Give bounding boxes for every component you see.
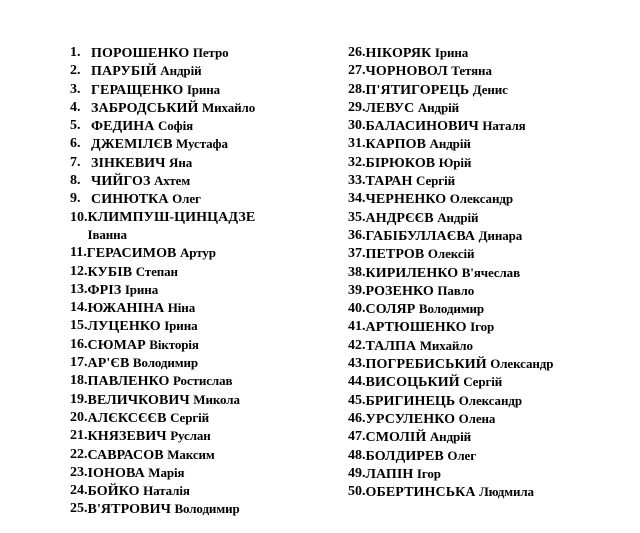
item-number: 14. (70, 300, 88, 316)
list-item (348, 190, 633, 208)
list-item (348, 337, 633, 355)
left-column-list (70, 44, 335, 519)
item-first-name: Наталя (482, 118, 526, 134)
item-first-name: Сергій (170, 409, 210, 425)
item-number: 27. (348, 63, 366, 79)
item-surname: ЛУЦЕНКО (87, 319, 161, 335)
item-surname: БРИГИНЕЦЬ (365, 393, 456, 409)
item-surname: П'ЯТИГОРЕЦЬ (365, 82, 470, 98)
item-surname: КНЯЗЕВИЧ (87, 429, 167, 445)
item-name (88, 500, 240, 518)
item-name (88, 281, 159, 299)
list-item (70, 81, 335, 99)
item-first-name: Руслан (170, 428, 211, 444)
item-surname: НІКОРЯК (365, 46, 432, 61)
list-item (348, 209, 633, 227)
item-name (366, 81, 508, 99)
list-item (348, 483, 633, 501)
list-item (70, 62, 335, 80)
list-item (70, 464, 335, 482)
item-name (366, 337, 473, 355)
item-surname: ПОГРЕБИСЬКИЙ (365, 357, 487, 373)
item-first-name: Людмила (479, 484, 534, 500)
item-surname: РОЗЕНКО (365, 283, 434, 299)
item-surname: ТАРАН (365, 174, 413, 190)
item-number: 23. (70, 464, 88, 480)
item-surname: БАЛАСИНОВИЧ (365, 119, 479, 135)
item-first-name: Володимир (418, 301, 485, 317)
item-name (88, 482, 190, 500)
item-surname: ЧОРНОВОЛ (365, 64, 448, 80)
item-first-name: Олександр (449, 191, 513, 207)
item-first-name: Марія (148, 464, 185, 480)
item-number: 22. (70, 446, 88, 462)
list-item (348, 392, 633, 410)
item-name (88, 299, 196, 317)
item-number: 30. (348, 118, 366, 134)
item-name (88, 391, 240, 409)
item-name (366, 117, 526, 135)
item-surname: ГАБІБУЛЛАЄВА (365, 228, 476, 244)
item-number: 49. (348, 465, 366, 481)
item-number: 38. (348, 264, 366, 280)
item-name (366, 209, 479, 227)
item-first-name: Вікторія (149, 336, 199, 352)
item-surname: БОЙКО (87, 484, 140, 500)
item-first-name: Олег (172, 191, 201, 207)
item-name (366, 44, 469, 62)
item-surname: ПАРУБІЙ (91, 64, 157, 80)
item-surname: АНДРЄЄВ (365, 210, 434, 226)
item-number: 15. (70, 318, 88, 334)
list-item (348, 117, 633, 135)
item-first-name: Наталія (143, 483, 190, 499)
item-first-name: Андрій (160, 63, 202, 79)
item-first-name: Ігор (470, 319, 495, 335)
item-name (91, 190, 201, 208)
item-number: 21. (70, 428, 88, 444)
item-first-name: Олена (458, 410, 496, 426)
item-number: 4. (70, 99, 81, 115)
list-item (70, 281, 335, 299)
item-surname: СМОЛІЙ (365, 430, 427, 446)
item-first-name: Олексій (427, 246, 475, 262)
item-name (366, 465, 441, 483)
list-item (70, 336, 335, 354)
item-surname: ПАВЛЕНКО (87, 374, 170, 390)
item-surname: КИРИЛЕНКО (365, 265, 459, 281)
item-number: 45. (348, 392, 366, 408)
list-item (70, 172, 335, 190)
item-number: 47. (348, 429, 366, 445)
list-item (348, 264, 633, 282)
item-first-name: Андрій (417, 99, 460, 115)
list-item (348, 373, 633, 391)
list-item (348, 318, 633, 336)
item-name (366, 135, 471, 153)
item-first-name: Ігор (416, 465, 441, 481)
item-name (366, 428, 472, 446)
item-surname: КУБІВ (87, 264, 133, 280)
item-number: 25. (70, 501, 88, 517)
list-item (348, 99, 633, 117)
item-name (366, 245, 475, 263)
item-name (366, 264, 521, 282)
item-first-name: Артур (180, 245, 216, 261)
item-first-name: Ростислав (172, 373, 233, 389)
item-first-name: Михайло (201, 99, 256, 115)
item-number: 8. (70, 173, 81, 189)
item-name (91, 172, 190, 190)
item-surname: САВРАСОВ (87, 447, 164, 463)
item-number: 39. (348, 282, 366, 298)
item-number: 11. (70, 245, 87, 261)
item-first-name: Тетяна (451, 63, 492, 79)
item-first-name: В'ячеслав (461, 264, 520, 280)
item-name (88, 263, 178, 281)
item-number: 13. (70, 281, 88, 297)
item-surname: ЛЕВУС (365, 100, 415, 116)
item-surname: ЧИЙГОЗ (91, 174, 151, 190)
item-surname: ІОНОВА (87, 465, 145, 481)
item-surname: ФЕДИНА (91, 119, 155, 135)
item-surname: ЮЖАНІНА (87, 301, 165, 317)
item-name (366, 392, 522, 410)
list-item (348, 154, 633, 172)
item-first-name: Володимир (174, 501, 240, 517)
item-first-name: Степан (135, 263, 178, 279)
item-number: 33. (348, 173, 366, 189)
item-first-name: Денис (472, 81, 508, 97)
item-number: 31. (348, 136, 366, 152)
item-surname: ФРІЗ (87, 282, 122, 298)
list-item (348, 245, 633, 263)
list-item (348, 282, 633, 300)
item-surname: ЛАПІН (365, 466, 414, 482)
item-first-name: Микола (193, 391, 240, 407)
item-number: 41. (348, 319, 366, 335)
item-name (366, 99, 460, 117)
item-first-name: Максим (167, 446, 215, 462)
list-item (70, 44, 335, 62)
list-item (70, 154, 335, 172)
item-name (91, 135, 228, 153)
item-surname: ПОРОШЕНКО (91, 46, 190, 61)
item-name (91, 81, 220, 99)
item-first-name: Ірина (124, 281, 159, 297)
item-number: 3. (70, 81, 81, 97)
right-column-list (348, 44, 633, 501)
list-item (348, 62, 633, 80)
list-item (70, 135, 335, 153)
item-number: 19. (70, 391, 88, 407)
list-item (348, 135, 633, 153)
list-item (70, 299, 335, 317)
item-number: 10. (70, 209, 88, 225)
item-first-name: Олександр (458, 392, 522, 408)
list-item (70, 354, 335, 372)
list-item (348, 355, 633, 373)
item-surname: ЧЕРНЕНКО (365, 192, 447, 208)
list-item (70, 372, 335, 390)
item-number: 1. (70, 45, 81, 60)
item-surname: ЗІНКЕВИЧ (91, 155, 166, 171)
item-name (88, 372, 233, 390)
item-surname: ТАЛПА (365, 338, 417, 354)
item-first-name: Мустафа (176, 136, 228, 152)
item-name (91, 154, 192, 172)
list-item (70, 409, 335, 427)
item-number: 12. (70, 263, 88, 279)
item-number: 29. (348, 99, 366, 115)
item-surname: АР'ЄВ (87, 356, 130, 372)
item-number: 18. (70, 373, 88, 389)
item-number: 48. (348, 447, 366, 463)
item-surname: БОЛДИРЕВ (365, 448, 444, 464)
item-name (366, 282, 475, 300)
item-name (88, 409, 210, 427)
item-first-name: Петро (192, 45, 229, 60)
item-first-name: Олег (447, 447, 477, 463)
list-item (348, 410, 633, 428)
item-number: 42. (348, 337, 366, 353)
item-name (88, 427, 211, 445)
list-item (348, 44, 633, 62)
item-name (366, 300, 485, 318)
item-name (88, 317, 198, 335)
list-item (70, 209, 335, 245)
item-surname: БІРЮКОВ (365, 155, 436, 171)
item-first-name: Ніна (167, 300, 196, 316)
item-first-name: Михайло (419, 337, 473, 353)
item-first-name: Іванна (87, 226, 127, 242)
list-item (70, 446, 335, 464)
item-number: 37. (348, 246, 366, 262)
list-item (70, 391, 335, 409)
item-first-name: Андрій (429, 429, 472, 445)
item-surname: ВЕЛИЧКОВИЧ (87, 392, 190, 408)
item-surname: КЛИМПУШ-ЦИНЦАДЗЕ (87, 209, 256, 225)
item-first-name: Володимир (132, 355, 199, 371)
item-name (366, 62, 492, 80)
item-name (91, 62, 201, 80)
item-surname: ПЕТРОВ (365, 247, 425, 263)
list-item (70, 244, 335, 262)
item-number: 36. (348, 227, 366, 243)
item-first-name: Ахтем (154, 173, 191, 189)
item-first-name: Ірина (186, 81, 221, 97)
item-surname: СОЛЯР (365, 302, 416, 318)
item-surname: УРСУЛЕНКО (365, 411, 456, 427)
item-first-name: Ірина (434, 45, 469, 60)
item-number: 44. (348, 374, 366, 390)
item-first-name: Юрій (438, 154, 472, 170)
item-name (87, 244, 216, 262)
item-number: 40. (348, 301, 366, 317)
item-number: 2. (70, 63, 81, 79)
item-number: 7. (70, 154, 81, 170)
item-surname: АЛЄКСЄЄВ (87, 410, 167, 426)
item-number: 26. (348, 45, 366, 60)
item-name (366, 154, 472, 172)
list-item (348, 227, 633, 245)
item-name (366, 318, 495, 336)
item-surname: ОБЕРТИНСЬКА (365, 485, 476, 501)
item-name (88, 446, 215, 464)
item-first-name: Андрій (429, 136, 471, 152)
list-item (70, 427, 335, 445)
item-number: 32. (348, 154, 366, 170)
list-item (70, 117, 335, 135)
list-item (70, 500, 335, 518)
list-item (70, 317, 335, 335)
list-item (348, 172, 633, 190)
item-name (366, 483, 534, 501)
item-surname: ДЖЕМІЛЄВ (91, 137, 173, 153)
item-name (366, 447, 477, 465)
item-name (91, 117, 193, 135)
item-name (88, 464, 185, 482)
item-number: 50. (348, 484, 366, 500)
item-number: 5. (70, 118, 81, 134)
item-number: 28. (348, 81, 366, 97)
item-number: 17. (70, 355, 88, 371)
item-first-name: Сергій (416, 173, 455, 189)
list-item (348, 300, 633, 318)
item-surname: СЮМАР (87, 337, 146, 353)
list-item (70, 263, 335, 281)
item-number: 16. (70, 336, 88, 352)
item-number: 46. (348, 410, 366, 426)
item-name (88, 209, 256, 245)
item-number: 9. (70, 191, 81, 207)
item-first-name: Павло (437, 282, 475, 298)
item-first-name: Сергій (463, 374, 503, 390)
item-number: 6. (70, 136, 81, 152)
item-number: 43. (348, 356, 366, 372)
list-item (348, 81, 633, 99)
item-first-name: Олександр (490, 356, 554, 372)
item-first-name: Динара (478, 227, 523, 243)
list-item (348, 447, 633, 465)
item-name (366, 172, 455, 190)
list-item (70, 99, 335, 117)
list-item (348, 465, 633, 483)
item-surname: ЗАБРОДСЬКИЙ (91, 100, 199, 116)
item-surname: ВИСОЦЬКИЙ (365, 375, 460, 391)
item-surname: ГЕРАЩЕНКО (91, 82, 184, 98)
item-number: 34. (348, 191, 366, 207)
item-name (91, 44, 229, 62)
item-name (366, 373, 503, 391)
item-number: 20. (70, 409, 88, 425)
item-name (366, 190, 513, 208)
item-surname: АРТЮШЕНКО (365, 320, 467, 336)
item-surname: В'ЯТРОВИЧ (87, 502, 171, 518)
item-name (366, 410, 496, 428)
list-item (348, 428, 633, 446)
item-number: 35. (348, 209, 366, 225)
list-item (70, 482, 335, 500)
item-name (88, 354, 199, 372)
list-item (70, 190, 335, 208)
item-first-name: Ірина (164, 318, 198, 334)
item-surname: ГЕРАСИМОВ (86, 246, 177, 262)
item-first-name: Андрій (437, 209, 479, 225)
item-surname: КАРПОВ (365, 137, 427, 153)
item-name (91, 99, 255, 117)
item-number: 24. (70, 483, 88, 499)
item-name (366, 355, 554, 373)
item-name (366, 227, 523, 245)
item-first-name: Софія (157, 118, 194, 134)
item-first-name: Яна (169, 154, 193, 170)
item-surname: СИНЮТКА (91, 192, 169, 208)
item-name (88, 336, 199, 354)
